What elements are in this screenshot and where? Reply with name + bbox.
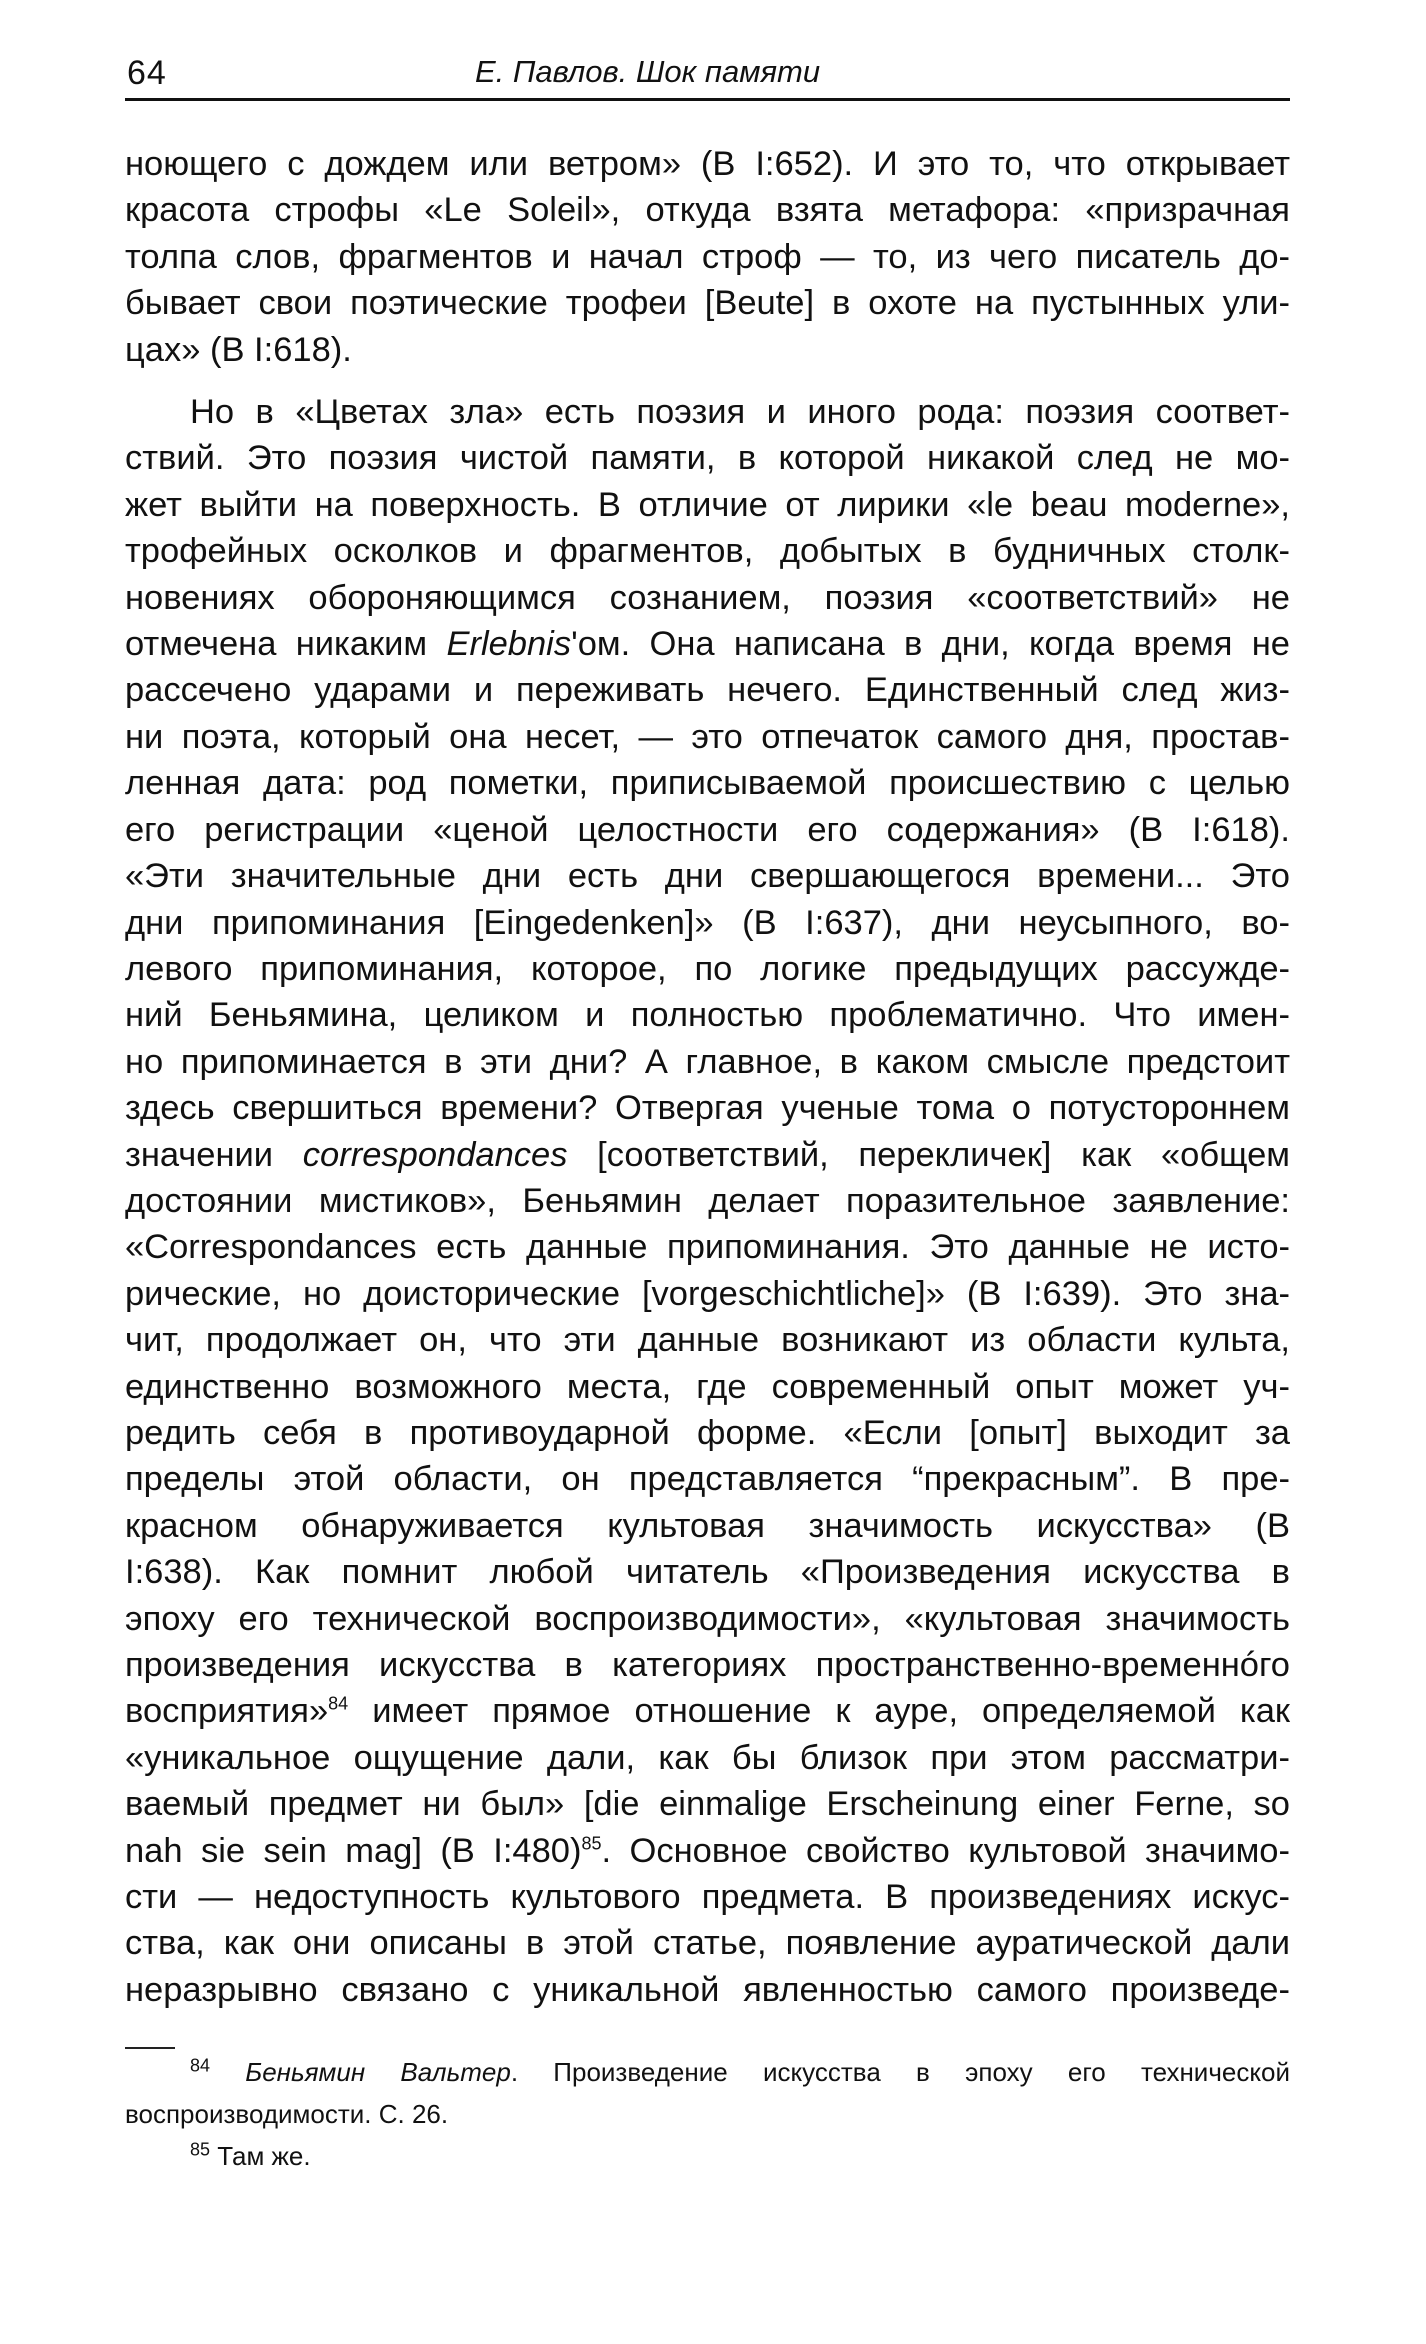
text-line: чит, продолжает он, что эти данные возникают из области культа, [125,1321,1290,1360]
text-line: «Эти значительные дни есть дни свершающегося времени... Это [125,857,1290,896]
page-header [125,52,1290,101]
text-line: Но в «Цветах зла» есть поэзия и иного рода: поэзия соответ- [190,393,1290,432]
text-line: неразрывно связано с уникальной явленностью самого произведе- [125,1970,1290,2009]
text-segment: 'ом. Она написана в дни, когда время не [571,625,1290,664]
text-segment: отмечена никаким [125,625,447,664]
text-line: редить себя в противоударной форме. «Если [опыт] выходит за [125,1413,1290,1452]
running-head: Е. Павлов. Шок памяти [475,54,821,89]
footnote-84-cont: воспроизводимости. С. 26. [125,2099,449,2130]
text-line: «уникальное ощущение дали, как бы близок при этом рассматри- [125,1738,1290,1777]
text-line: пределы этой области, он представляется “прекрасным”. В пре- [125,1460,1290,1499]
footnotes [125,2047,1290,2177]
footnote-mark: 84 [190,2055,211,2076]
text-line: рические, но доисторические [vorgeschichtliche]» (B I:639). Это зна- [125,1274,1290,1313]
text-line: ний Беньямина, целиком и полностью проблематично. Что имен- [125,996,1290,1035]
text-line [125,1132,1290,1178]
text-line: ноющего с дождем или ветром» (B I:652). И это то, что открывает [125,145,1290,183]
text-line: здесь свершиться времени? Отвергая ученые тома о потустороннем [125,1089,1290,1128]
text-line: достоянии мистиков», Беньямин делает поразительное заявление: [125,1181,1290,1220]
italic-term: Erlebnis [446,625,572,664]
text-segment: . Основное свойство культовой значимо- [601,1831,1290,1870]
text-line [125,1828,1290,1874]
text-line: но припоминается в эти дни? А главное, в каком смысле предстоит [125,1042,1290,1081]
footnote-ref-85[interactable]: 85 [581,1833,602,1854]
text-line: левого припоминания, которое, по логике предыдущих рассужде- [125,949,1290,988]
text-line: рассечено ударами и переживать нечего. Единственный след жиз- [125,671,1290,710]
text-segment: имеет прямое отношение к ауре, определяемой как [348,1692,1290,1731]
text-line: «Correspondances есть данные припоминания. Это данные не исто- [125,1228,1290,1267]
text-line: бывает свои поэтические трофеи [Beute] в охоте на пустынных ули- [125,284,1290,323]
italic-term: correspondances [302,1135,568,1174]
text-segment: [соответствий, перекличек] как «общем [567,1135,1290,1174]
text-line: дни припоминания [Eingedenken]» (B I:637), дни неусыпного, во- [125,903,1290,942]
text-line: ни поэта, который она несет, — это отпечаток самого дня, простав- [125,717,1290,756]
footnote-mark: 85 [190,2139,211,2160]
text-line: ствий. Это поэзия чистой памяти, в которой никакой след не мо- [125,439,1290,478]
footnote-text: Там же. [217,2141,311,2172]
text-line: красном обнаруживается культовая значимость искусства» (B [125,1506,1290,1545]
text-segment: nah sie sein mag] (B I:480) [125,1831,582,1870]
footnote-ref-84[interactable]: 84 [328,1693,349,1714]
text-line: сти — недоступность культового предмета. В произведениях искус- [125,1878,1290,1917]
text-line: ства, как они описаны в этой статье, появление ауратической дали [125,1924,1290,1963]
text-line: I:638). Как помнит любой читатель «Произведения искусства в [125,1553,1290,1592]
footnote-text: . Произведение искусства в эпоху его технической [510,2057,1290,2088]
text-line: трофейных осколков и фрагментов, добытых в будничных столк- [125,532,1290,571]
footnote-85 [125,2135,1290,2177]
page-number: 64 [127,54,167,92]
text-line: эпоху его технической воспроизводимости», «культовая значимость [125,1599,1290,1638]
text-line: ваемый предмет ни был» [die einmalige Erscheinung einer Ferne, so [125,1785,1290,1824]
body-text [125,141,1290,2013]
text-line: красота строфы «Le Soleil», откуда взята метафора: «призрачная [125,191,1290,230]
footnote-divider [125,2047,175,2049]
book-page [125,52,1290,2177]
text-line: произведения искусства в категориях пространственно-временнóго [125,1646,1290,1684]
text-line [125,1688,1290,1734]
text-line [125,621,1290,667]
text-segment: восприятия» [125,1692,329,1731]
text-line: новениях обороняющимся сознанием, поэзия «соответствий» не [125,578,1290,617]
footnote-author: Беньямин Вальтер [245,2057,511,2088]
text-line: жет выйти на поверхность. В отличие от лирики «le beau moderne», [125,485,1290,524]
text-segment: значении [125,1135,303,1174]
text-line: цах» (B I:618). [125,330,352,369]
text-line: единственно возможного места, где современный опыт может уч- [125,1367,1290,1406]
text-line: ленная дата: род пометки, приписываемой происшествию с целью [125,764,1290,803]
footnote-84 [125,2051,1290,2093]
text-line: толпа слов, фрагментов и начал строф — то, из чего писатель до- [125,237,1290,276]
text-line: его регистрации «ценой целостности его содержания» (B I:618). [125,810,1290,849]
